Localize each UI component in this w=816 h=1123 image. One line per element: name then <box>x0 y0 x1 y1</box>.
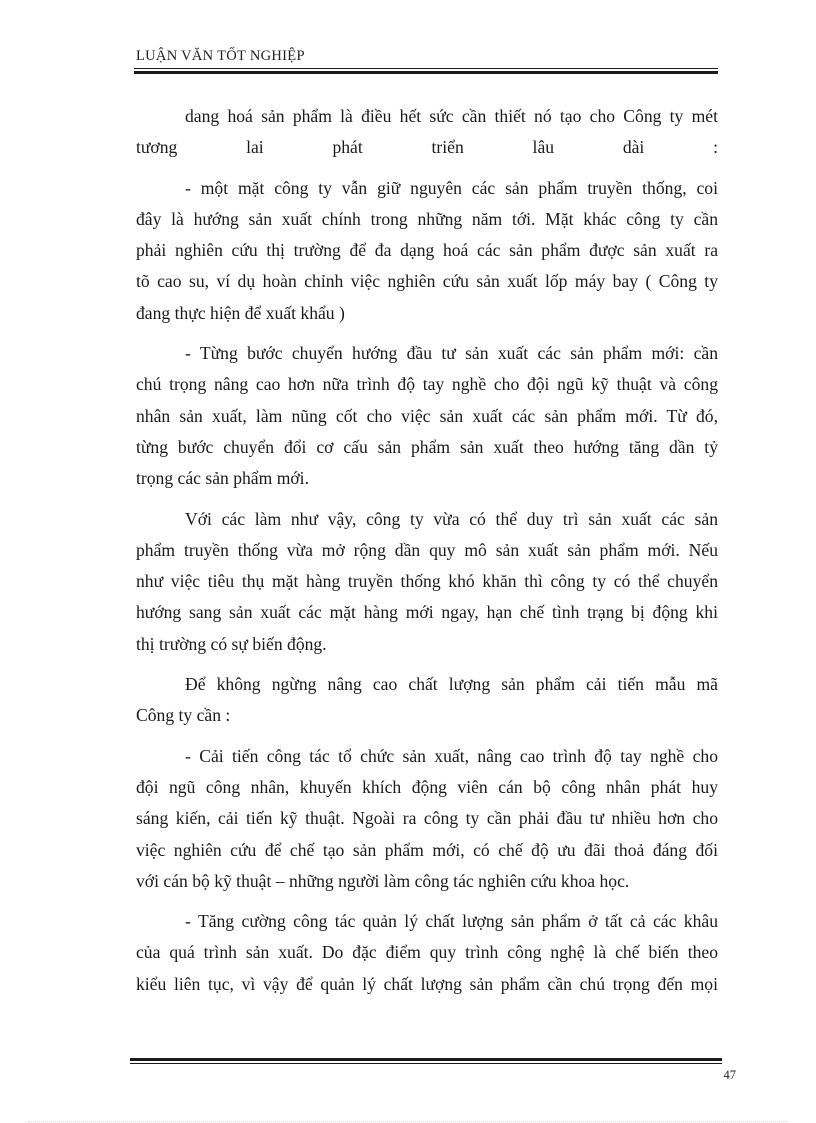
footer-rule-thick <box>130 1058 722 1061</box>
text-line: với cán bộ kỹ thuật – những người làm công tác nghiên cứu khoa học. <box>136 870 630 891</box>
text-line: dang hoá sản phẩm là điều hết sức cần thiết nó tạo cho Công ty mét <box>185 106 718 126</box>
document-body <box>136 101 718 1000</box>
text-line: đang thực hiện để xuất khẩu ) <box>136 302 345 323</box>
text-line: - Từng bước chuyển hướng đầu tư sản xuất các sản phẩm mới: cần <box>185 343 718 364</box>
text-line: trọng các sản phẩm mới. <box>136 468 309 489</box>
text-line: việc nghiên cứu để chế tạo sản phẩm mới, có chế độ ưu đãi thoả đáng đối <box>136 839 718 860</box>
text-line: nhân sản xuất, làm nũng cốt cho việc sản xuất các sản phẩm mới. Từ đó, <box>136 405 718 426</box>
page-edge-divider <box>28 1121 788 1122</box>
text-line: sáng kiến, cải tiến kỹ thuật. Ngoài ra công ty cần phải đầu tư nhiều hơn cho <box>136 808 718 829</box>
text-line: hướng sang sản xuất các mặt hàng mới ngay, hạn chế tình trạng bị động khi <box>136 602 718 623</box>
header-rule-thick <box>134 71 718 74</box>
text-line: phải nghiên cứu thị trường để đa dạng hoá các sản phẩm được sản xuất ra <box>136 240 718 261</box>
paragraph <box>136 338 718 494</box>
text-line: - một mặt công ty vẫn giữ nguyên các sản phẩm truyền thống, coi <box>185 177 718 198</box>
text-line: tõ cao su, ví dụ hoàn chỉnh việc nghiên cứu sản xuất lốp máy bay ( Công ty <box>136 271 718 292</box>
paragraph <box>136 906 718 1000</box>
text-line: Công ty cần : <box>136 705 231 726</box>
header-rule-thin <box>134 68 718 69</box>
page-number: 47 <box>723 1068 736 1082</box>
paragraph <box>136 669 718 732</box>
running-header-title: LUẬN VĂN TỐT NGHIỆP <box>136 48 305 64</box>
paragraph <box>136 101 718 164</box>
text-line: Với các làm như vậy, công ty vừa có thể duy trì sản xuất các sản <box>185 508 718 529</box>
paragraph <box>136 741 718 897</box>
paragraph <box>136 173 718 329</box>
footer-rule-thin <box>130 1063 722 1064</box>
text-line: kiểu liên tục, vì vậy để quản lý chất lượng sản phẩm cần chú trọng đến mọi <box>136 973 718 994</box>
text-line: đội ngũ công nhân, khuyến khích động viên cán bộ công nhân phát huy <box>136 776 718 797</box>
text-line: - Cải tiến công tác tổ chức sản xuất, nâng cao trình độ tay nghề cho <box>185 745 718 766</box>
text-line: như việc tiêu thụ mặt hàng truyền thống khó khăn thì công ty có thể chuyển <box>136 571 718 592</box>
paragraph <box>136 504 718 660</box>
text-line: phẩm truyền thống vừa mở rộng dần quy mô sản xuất sản phẩm mới. Nếu <box>136 539 718 560</box>
text-line: từng bước chuyển đổi cơ cấu sản phẩm sản xuất theo hướng tăng dần tỷ <box>136 436 718 457</box>
text-line: của quá trình sản xuất. Do đặc điểm quy trình công nghệ là chế biến theo <box>136 942 718 963</box>
text-line: - Tăng cường công tác quản lý chất lượng sản phẩm ở tất cả các khâu <box>185 911 718 932</box>
text-line: chú trọng nâng cao hơn nữa trình độ tay nghề cho đội ngũ kỹ thuật và công <box>136 374 718 395</box>
text-line: tương lai phát triển lâu dài : <box>136 137 718 158</box>
text-line: thị trường có sự biến động. <box>136 633 327 654</box>
text-line: Để không ngừng nâng cao chất lượng sản phẩm cải tiến mẫu mã <box>185 674 718 695</box>
text-line: đây là hướng sản xuất chính trong những năm tới. Mặt khác công ty cần <box>136 208 718 229</box>
